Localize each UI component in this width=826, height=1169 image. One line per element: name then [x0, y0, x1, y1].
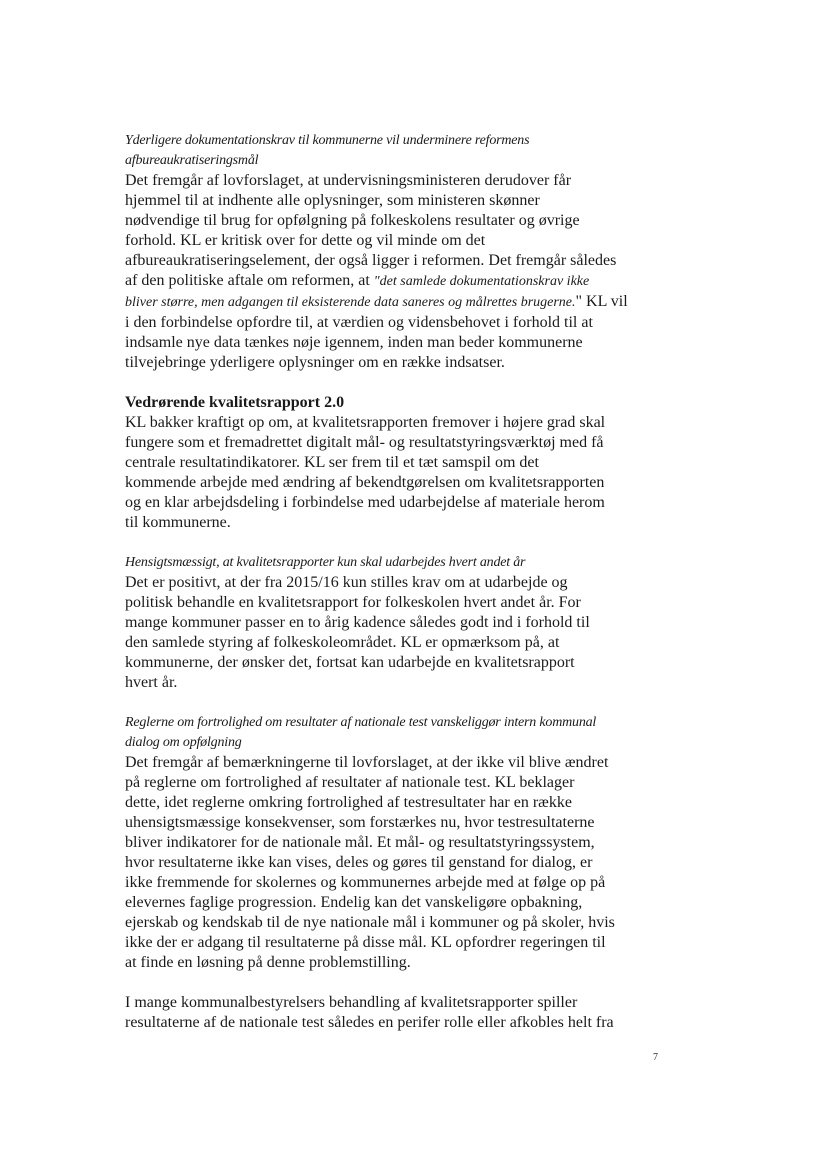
paragraph-line: hvor resultaterne ikke kan vises, deles og gøres til genstand for dialog, er: [125, 854, 593, 871]
paragraph-line: KL bakker kraftigt op om, at kvalitetsrapporten fremover i højere grad skal: [125, 414, 606, 431]
paragraph-line: på reglerne om fortrolighed af resultater af nationale test. KL beklager: [125, 774, 575, 791]
paragraph-line: og en klar arbejdsdeling i forbindelse med udarbejdelse af materiale herom: [125, 494, 605, 511]
paragraph-line: tilvejebringe yderligere oplysninger om en række indsatser.: [125, 354, 505, 371]
paragraph-gap: [125, 973, 645, 993]
page-number: 7: [653, 1052, 658, 1063]
paragraph-line: indsamle nye data tænkes nøje igennem, inden man beder kommunerne: [125, 334, 583, 351]
paragraph-line: hvert år.: [125, 674, 178, 691]
paragraph-line: nødvendige til brug for opfølgning på folkeskolens resultater og øvrige: [125, 212, 580, 229]
paragraph-line: til kommunerne.: [125, 514, 231, 531]
paragraph-line: politisk behandle en kvalitetsrapport for folkeskolen hvert andet år. For: [125, 594, 581, 611]
paragraph-line: resultaterne af de nationale test således en perifer rolle eller afkobles helt fra: [125, 1014, 614, 1031]
paragraph-gap: [125, 533, 645, 553]
paragraph-line: uhensigtsmæssige konsekvenser, som forstærkes nu, hvor testresultaterne: [125, 814, 595, 831]
paragraph-line: I mange kommunalbestyrelsers behandling af kvalitetsrapporter spiller: [125, 994, 578, 1011]
paragraph-line: at finde en løsning på denne problemstilling.: [125, 954, 411, 971]
paragraph-line: kommunerne, der ønsker det, fortsat kan udarbejde en kvalitetsrapport: [125, 654, 575, 671]
quote-text: "det samlede dokumentationskrav ikke: [373, 274, 590, 289]
paragraph-line: i den forbindelse opfordre til, at værdien og vidensbehovet i forhold til at: [125, 314, 593, 331]
section-heading-italic: Reglerne om fortrolighed om resultater af nationale test vanskeliggør intern kommunal: [125, 715, 597, 730]
paragraph-text: " KL vil: [575, 293, 628, 310]
section-heading-italic: dialog om opfølgning: [125, 735, 242, 750]
paragraph-line-with-quote: [125, 292, 645, 313]
paragraph-line: Det er positivt, at der fra 2015/16 kun stilles krav om at udarbejde og: [125, 574, 568, 591]
paragraph-line: Det fremgår af lovforslaget, at undervisningsministeren derudover får: [125, 172, 572, 189]
paragraph-line: den samlede styring af folkeskoleområdet. KL er opmærksom på, at: [125, 634, 560, 651]
section-heading-italic: Yderligere dokumentationskrav til kommunerne vil underminere reformens: [125, 133, 530, 148]
paragraph-line: hjemmel til at indhente alle oplysninger, som ministeren skønner: [125, 192, 540, 209]
paragraph-line: elevernes faglige progression. Endelig kan det vanskeligøre opbakning,: [125, 894, 583, 911]
paragraph-line: kommende arbejde med ændring af bekendtgørelsen om kvalitetsrapporten: [125, 474, 605, 491]
paragraph-line: forhold. KL er kritisk over for dette og vil minde om det: [125, 232, 486, 249]
paragraph-line: bliver indikatorer for de nationale mål. Et mål- og resultatstyringssystem,: [125, 834, 595, 851]
paragraph-line: Det fremgår af bemærkningerne til lovforslaget, at der ikke vil blive ændret: [125, 754, 609, 771]
paragraph-gap: [125, 693, 645, 713]
document-body: [125, 131, 645, 1033]
paragraph-line: ejerskab og kendskab til de nye nationale mål i kommuner og på skoler, hvis: [125, 914, 615, 931]
paragraph-line: ikke der er adgang til resultaterne på disse mål. KL opfordrer regeringen til: [125, 934, 606, 951]
section-heading-bold: Vedrørende kvalitetsrapport 2.0: [125, 394, 345, 411]
quote-text: bliver større, men adgangen til eksisterende data saneres og målrettes brugerne.: [125, 295, 576, 310]
paragraph-line-with-quote: [125, 271, 645, 292]
paragraph-line: fungere som et fremadrettet digitalt mål- og resultatstyringsværktøj med få: [125, 434, 604, 451]
section-heading-italic: Hensigtsmæssigt, at kvalitetsrapporter kun skal udarbejdes hvert andet år: [125, 555, 526, 570]
paragraph-line: dette, idet reglerne omkring fortrolighed af testresultater har en række: [125, 794, 572, 811]
paragraph-line: afbureaukratiseringselement, der også ligger i reformen. Det fremgår således: [125, 252, 617, 269]
paragraph-gap: [125, 373, 645, 393]
paragraph-line: mange kommuner passer en to årig kadence således godt ind i forhold til: [125, 614, 590, 631]
section-heading-italic: afbureaukratiseringsmål: [125, 153, 259, 168]
paragraph-text: af den politiske aftale om reformen, at: [125, 272, 374, 289]
paragraph-line: ikke fremmende for skolernes og kommunernes arbejde med at følge op på: [125, 874, 606, 891]
paragraph-line: centrale resultatindikatorer. KL ser frem til et tæt samspil om det: [125, 454, 539, 471]
